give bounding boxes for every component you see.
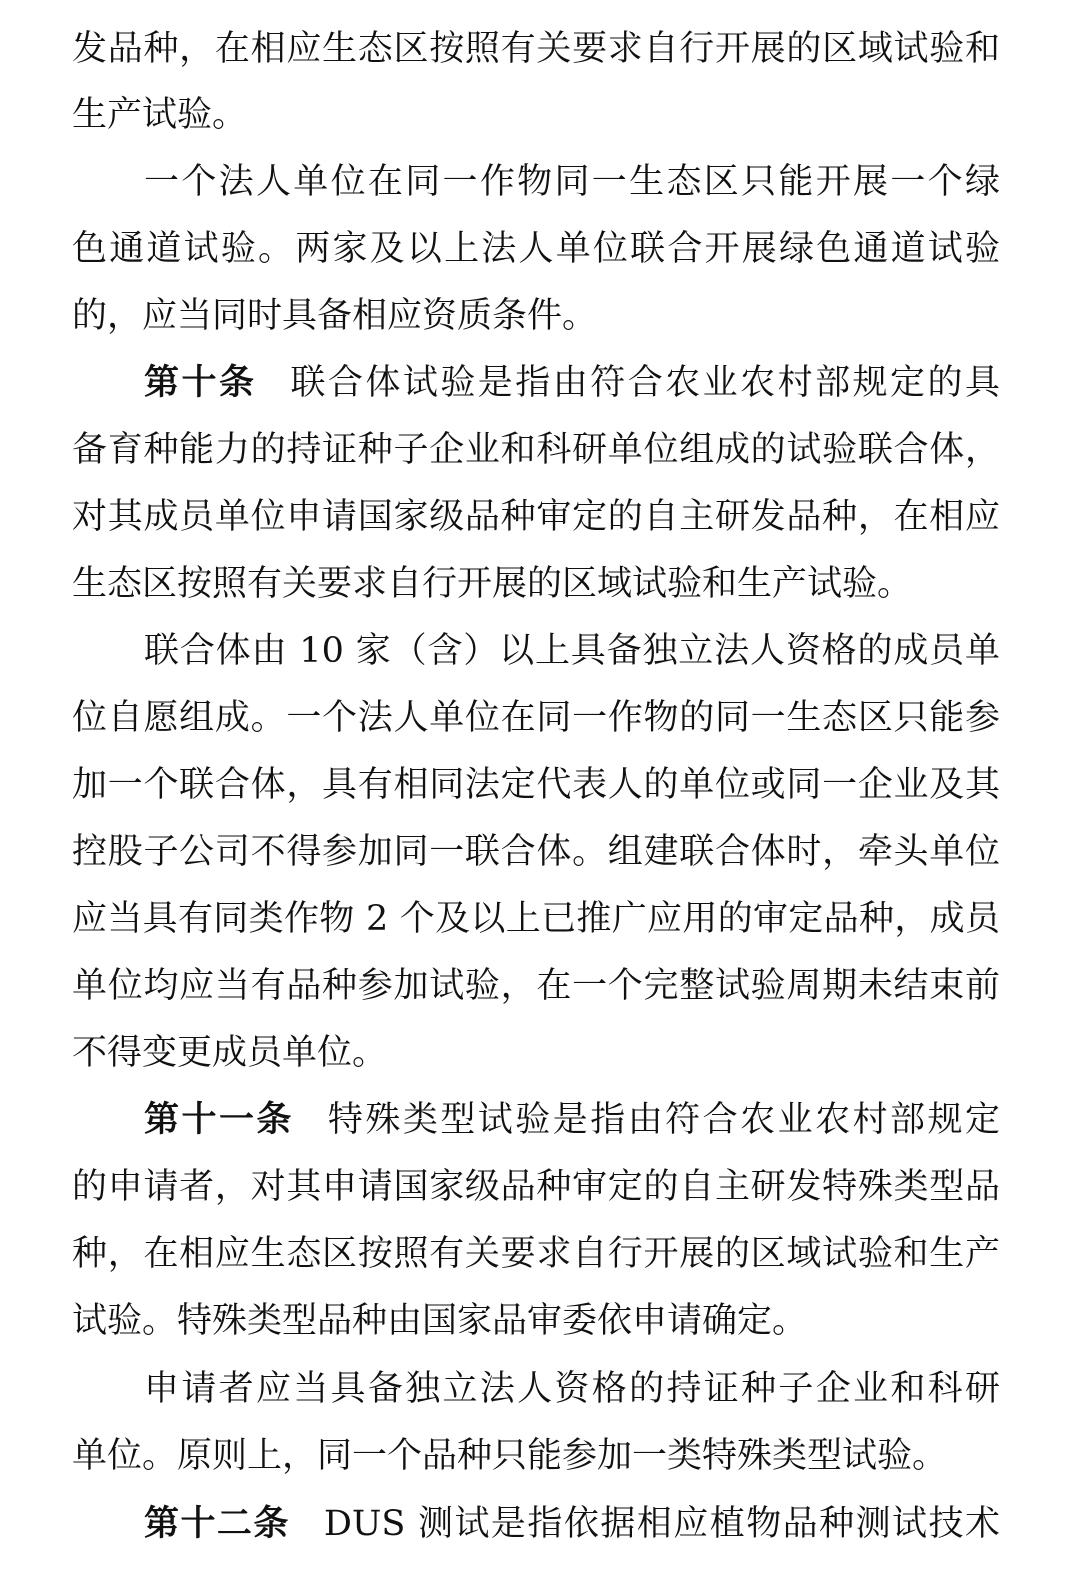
- text-line: 单位均应当有品种参加试验，在一个完整试验周期未结束前: [72, 966, 1000, 1006]
- article-heading: 第十条: [144, 363, 257, 403]
- text-line: 不得变更成员单位。: [72, 1033, 388, 1073]
- text-line: 控股子公司不得参加同一联合体。组建联合体时，牵头单位: [72, 832, 1000, 872]
- article-heading: 第十二条: [144, 1504, 290, 1544]
- text-line: 试验。特殊类型品种由国家品审委依申请确定。: [72, 1301, 808, 1341]
- text-line: 备育种能力的持证种子企业和科研单位组成的试验联合体，: [72, 430, 1000, 470]
- text-line: 的，应当同时具备相应资质条件。: [72, 296, 598, 336]
- text-line: 申请者应当具备独立法人资格的持证种子企业和科研: [144, 1369, 1000, 1409]
- text-line: 生态区按照有关要求自行开展的区域试验和生产试验。: [72, 564, 913, 604]
- article-heading: 第十一条: [144, 1100, 294, 1140]
- text-line: 加一个联合体，具有相同法定代表人的单位或同一企业及其: [72, 765, 1000, 805]
- article-text: DUS 测试是指依据相应植物品种测试技术: [323, 1504, 1000, 1544]
- text-line: 位自愿组成。一个法人单位在同一作物的同一生态区只能参: [72, 698, 1000, 738]
- text-line: 的申请者，对其申请国家级品种审定的自主研发特殊类型品: [72, 1167, 1000, 1207]
- text-line: 种，在相应生态区按照有关要求自行开展的区域试验和生产: [72, 1234, 1000, 1274]
- text-line: 联合体由 10 家（含）以上具备独立法人资格的成员单: [144, 631, 1000, 671]
- article-text: 联合体试验是指由符合农业农村部规定的具: [290, 363, 1000, 403]
- article-line: [144, 1091, 1000, 1149]
- article-text: 特殊类型试验是指由符合农业农村部规定: [327, 1100, 1000, 1140]
- text-line: 色通道试验。两家及以上法人单位联合开展绿色通道试验: [72, 229, 1000, 269]
- text-line: 单位。原则上，同一个品种只能参加一类特殊类型试验。: [72, 1436, 948, 1476]
- text-line: 一个法人单位在同一作物同一生态区只能开展一个绿: [144, 162, 1000, 202]
- text-line: 应当具有同类作物 2 个及以上已推广应用的审定品种，成员: [72, 899, 1000, 939]
- article-line: [144, 1495, 1000, 1553]
- article-line: [144, 354, 1000, 412]
- text-line: 对其成员单位申请国家级品种审定的自主研发品种，在相应: [72, 497, 1000, 537]
- text-line: 发品种，在相应生态区按照有关要求自行开展的区域试验和: [72, 29, 1000, 69]
- text-line: 生产试验。: [72, 95, 248, 135]
